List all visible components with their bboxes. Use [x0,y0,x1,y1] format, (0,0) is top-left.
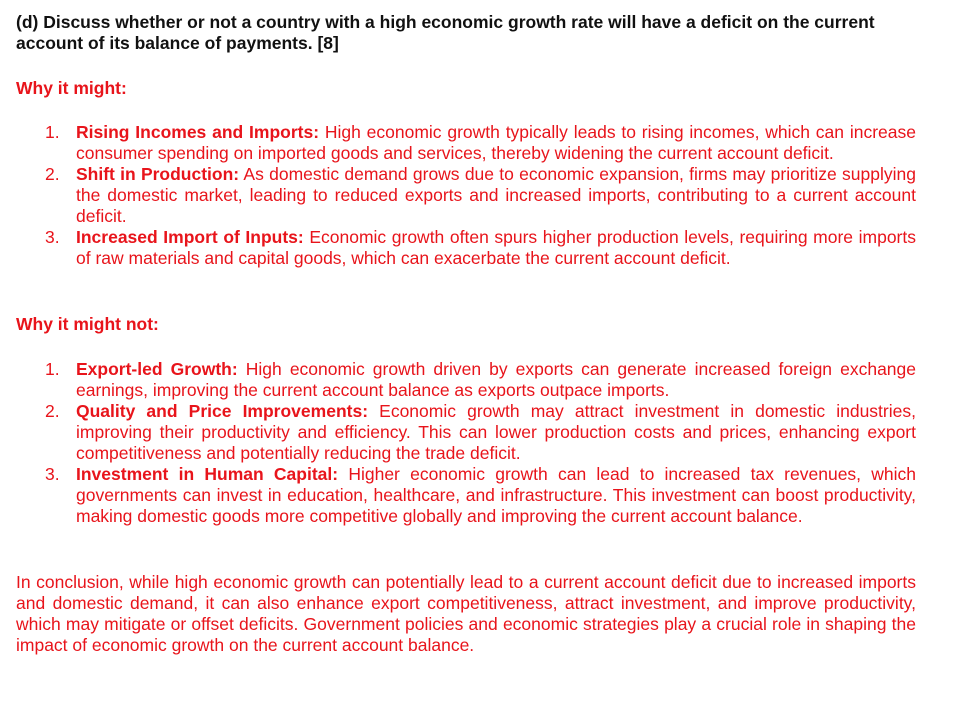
item-term: Export-led Growth: [76,359,238,379]
reasons-might-list [0,122,916,269]
list-number: 1. [45,359,60,379]
item-text: High economic growth typically leads to rising incomes, which can increase consumer spending on imported goods and services, thereby widening the current account deficit. [76,122,916,163]
list-number: 2. [45,164,60,184]
item-term: Investment in Human Capital: [76,464,339,484]
question-text: (d) Discuss whether or not a country with a high economic growth rate will have a deficit on the current account of its balance of payments. [8] [16,12,875,53]
item-text: High economic growth driven by exports can generate increased foreign exchange earnings, improving the current account balance as exports outpace imports. [76,359,917,400]
item-text: Economic growth often spurs higher production levels, requiring more imports of raw materials and capital goods, which can exacerbate the current account deficit. [76,227,916,268]
item-term: Rising Incomes and Imports: [76,122,320,142]
section-heading-why-it-might-not: Why it might not: [16,314,159,334]
list-number: 1. [45,122,60,142]
item-text: Economic growth may attract investment in domestic industries, improving their productivity and efficiency. This can lower production costs and prices, enhancing export competitiveness and potentially reducing the trade deficit. [76,401,916,463]
section-heading-why-it-might: Why it might: [16,78,127,98]
list-item [0,227,916,269]
conclusion-paragraph: In conclusion, while high economic growth can potentially lead to a current account deficit due to increased imports and domestic demand, it can also enhance export competitiveness, attract investment, and improve productivity, which may mitigate or offset deficits. Government policies and economic strategies play a crucial role in shaping the impact of economic growth on the current account balance. [16,572,916,655]
item-term: Increased Import of Inputs: [76,227,304,247]
list-item [0,401,916,464]
list-number: 2. [45,401,60,421]
list-item [0,122,916,164]
list-item [0,464,916,527]
reasons-might-not-list [0,359,916,527]
list-number: 3. [45,464,60,484]
item-term: Shift in Production: [76,164,240,184]
item-text: As domestic demand grows due to economic expansion, firms may prioritize supplying the domestic market, leading to reduced exports and increased imports, contributing to a current account deficit. [76,164,916,226]
list-item [0,164,916,227]
list-number: 3. [45,227,60,247]
list-item [0,359,916,401]
item-term: Quality and Price Improvements: [76,401,369,421]
item-text: Higher economic growth can lead to increased tax revenues, which governments can invest in education, healthcare, and infrastructure. This investment can boost productivity, making domestic goods more competitive globally and improving the current account balance. [76,464,916,526]
